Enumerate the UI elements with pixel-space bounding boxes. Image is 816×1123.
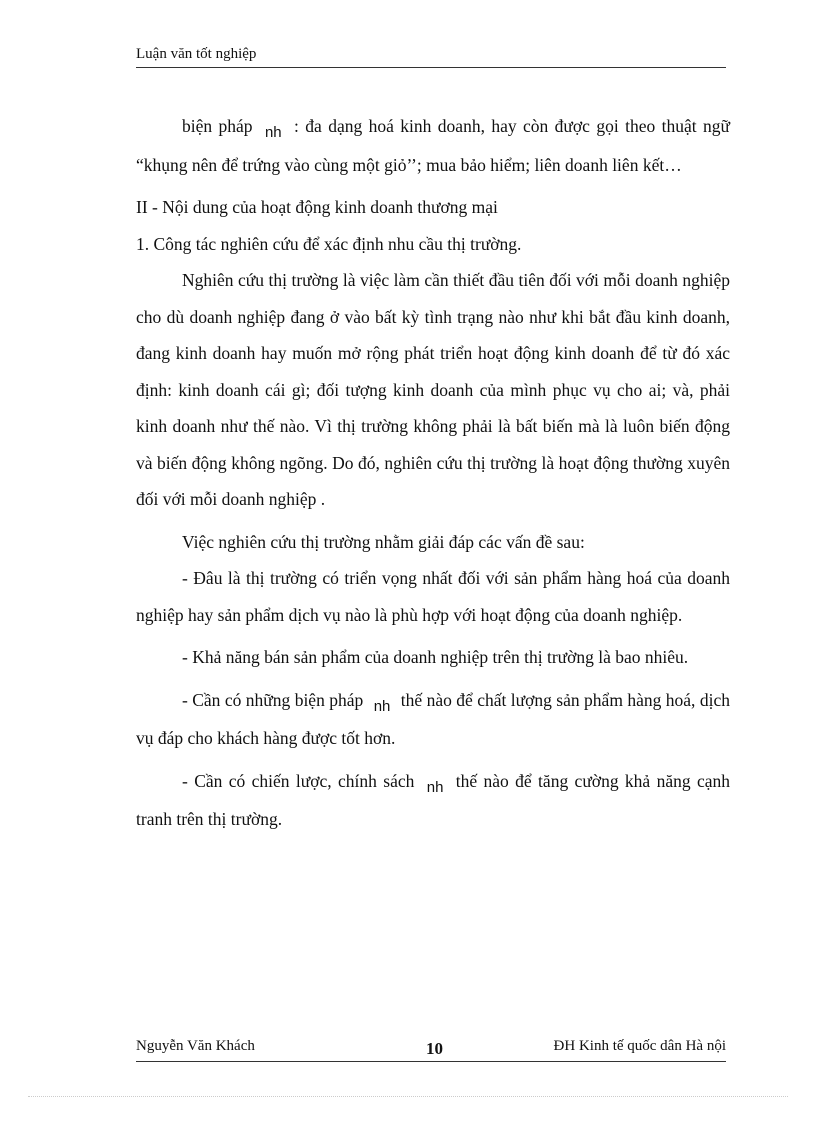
bullet-1: - Đâu là thị trường có triển vọng nhất đối với sản phẩm hàng hoá của doanh nghiệp hay sản phẩm dịch vụ nào là phù hợp với hoạt động của doanh nghiệp.: [136, 568, 730, 625]
footer-school: ĐH Kinh tế quốc dân Hà nội: [553, 1038, 726, 1054]
bullet-2: - Khả năng bán sản phẩm của doanh nghiệp trên thị trường là bao nhiêu.: [182, 647, 689, 667]
b4-artifact: nh: [426, 778, 444, 796]
paragraph-3: Việc nghiên cứu thị trường nhằm giải đáp các vấn đề sau:: [182, 531, 585, 552]
b3-artifact: nh: [373, 697, 391, 715]
b4-text-a: - Cần có chiến lược, chính sách: [182, 770, 421, 791]
b3-text-b: thế nào để chất lượng sản phẩm hàng hoá, dịch vụ đáp cho khách hàng được tốt hơn.: [136, 689, 730, 748]
paragraph-1: [136, 108, 730, 183]
p1-text-a: biện pháp: [182, 116, 259, 136]
paragraph-2: Nghiên cứu thị trường là việc làm cần thiết đầu tiên đối với mỗi doanh nghiệp cho dù doanh nghiệp đang ở vào bất kỳ tình trạng nào như khi bắt đầu kinh doanh, đang kinh doanh hay muốn mở rộng phát triển hoạt động kinh doanh để từ đó xác định: kinh doanh cái gì; đối tượng kinh doanh của mình phục vụ cho ai; và, phải kinh doanh như thế nào. Vì thị trường không phải là bất biến mà là luôn biến động và biến động không ngõng. Do đó, nghiên cứu thị trường là hoạt động thường xuyên đối với mỗi doanh nghiệp .: [136, 270, 730, 509]
page-edge-divider: [28, 1096, 788, 1097]
page-number: 10: [426, 1039, 443, 1058]
header-title: Luận văn tốt nghiệp: [136, 46, 257, 62]
b3-text-a: - Cần có những biện pháp: [182, 689, 368, 710]
document-body: [136, 108, 730, 838]
page-footer: [136, 1038, 726, 1062]
footer-author: Nguyễn Văn Khách: [136, 1038, 255, 1054]
p1-text-b: : đa dạng hoá kinh doanh, hay còn được gọi theo thuật ngữ “khụng nên để trứng vào cùng một giỏ’’; mua bảo hiểm; liên doanh liên kết…: [136, 116, 730, 175]
bullet-3: [136, 682, 730, 757]
bullet-4: [136, 763, 730, 838]
subsection-heading: 1. Công tác nghiên cứu để xác định nhu cầu thị trường.: [136, 233, 522, 254]
b4-text-b: thế nào để tăng cường khả năng cạnh tranh trên thị trường.: [136, 770, 730, 829]
p1-artifact: nh: [264, 124, 282, 141]
section-heading: II - Nội dung của hoạt động kinh doanh thương mại: [136, 197, 498, 217]
page-header: [136, 46, 726, 68]
